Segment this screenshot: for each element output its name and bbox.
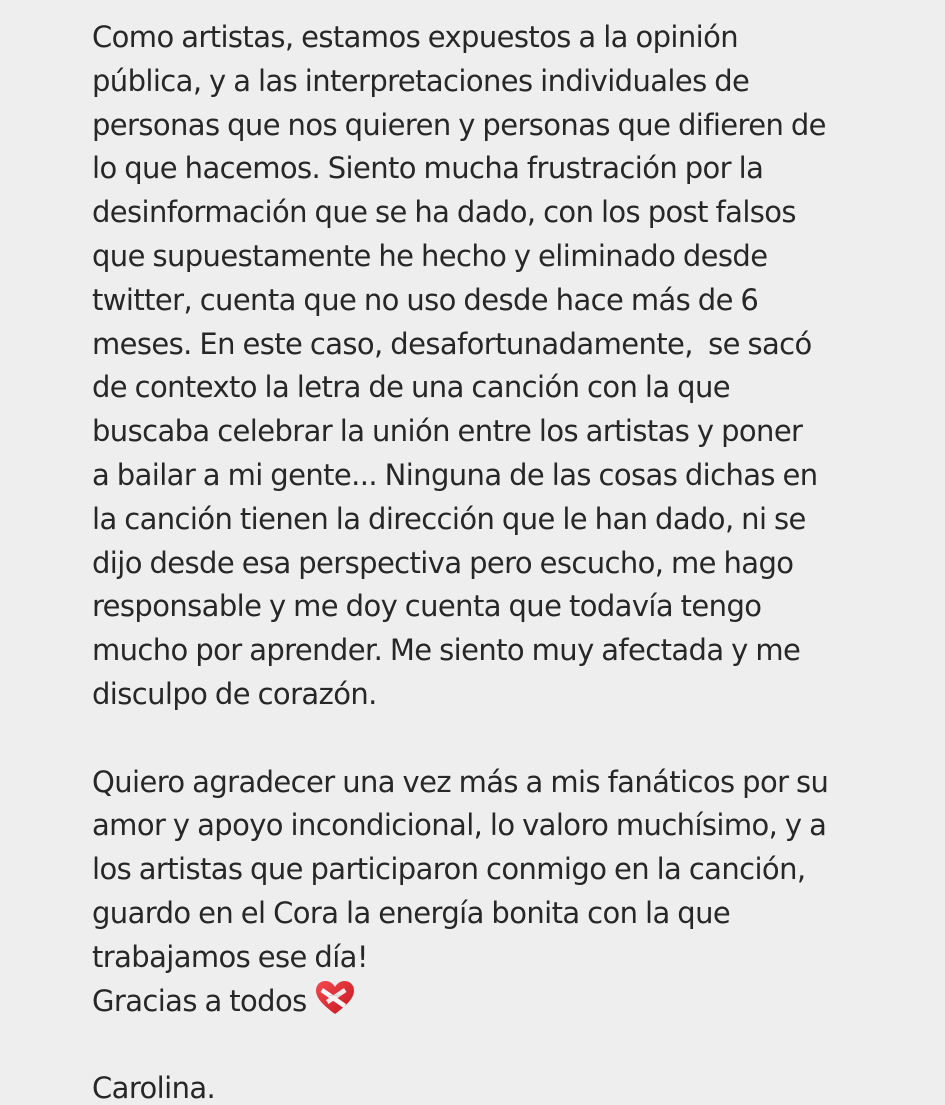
text-line: buscaba celebrar la unión entre los artistas y poner	[92, 414, 803, 449]
text-line: la canción tienen la dirección que le han dado, ni se	[92, 501, 806, 536]
text-line: lo que hacemos. Siento mucha frustración por la	[92, 151, 764, 186]
paragraph-apology	[92, 16, 932, 717]
thanks-line	[92, 980, 932, 1024]
text-line: Como artistas, estamos expuestos a la opinión	[92, 20, 739, 54]
text-line: trabajamos ese día!	[92, 939, 368, 974]
text-line: personas que nos quieren y personas que difieren de	[92, 107, 826, 142]
text-line: que supuestamente he hecho y eliminado desde	[92, 238, 768, 273]
text-line: responsable y me doy cuenta que todavía tengo	[92, 589, 762, 624]
text-line: de contexto la letra de una canción con la que	[92, 370, 730, 405]
statement-text	[92, 16, 932, 1105]
text-line: meses. En este caso, desafortunadamente, se sacó	[92, 326, 812, 361]
text-line: dijo desde esa perspectiva pero escucho, me hago	[92, 545, 794, 580]
text-line: pública, y a las interpretaciones individuales de	[92, 63, 750, 98]
text-line: a bailar a mi gente... Ninguna de las cosas dichas en	[92, 457, 818, 492]
text-line: guardo en el Cora la energía bonita con la que	[92, 895, 731, 930]
text-line: disculpo de corazón.	[92, 676, 377, 711]
mending-heart-icon	[315, 980, 355, 1016]
text-line: mucho por aprender. Me siento muy afectada y me	[92, 633, 801, 668]
text-line: twitter, cuenta que no uso desde hace más de 6	[92, 282, 759, 317]
text-line: amor y apoyo incondicional, lo valoro muchísimo, y a	[92, 808, 827, 843]
signature: Carolina.	[92, 1071, 216, 1105]
text-line: los artistas que participaron conmigo en la canción,	[92, 852, 806, 887]
paragraph-gap	[92, 717, 932, 761]
paragraph-gap	[92, 1023, 932, 1067]
thanks-text: Gracias a todos	[92, 983, 307, 1018]
text-line: desinformación que se ha dado, con los post falsos	[92, 195, 796, 230]
text-line: Quiero agradecer una vez más a mis fanáticos por su	[92, 764, 829, 799]
paragraph-gratitude	[92, 761, 932, 980]
